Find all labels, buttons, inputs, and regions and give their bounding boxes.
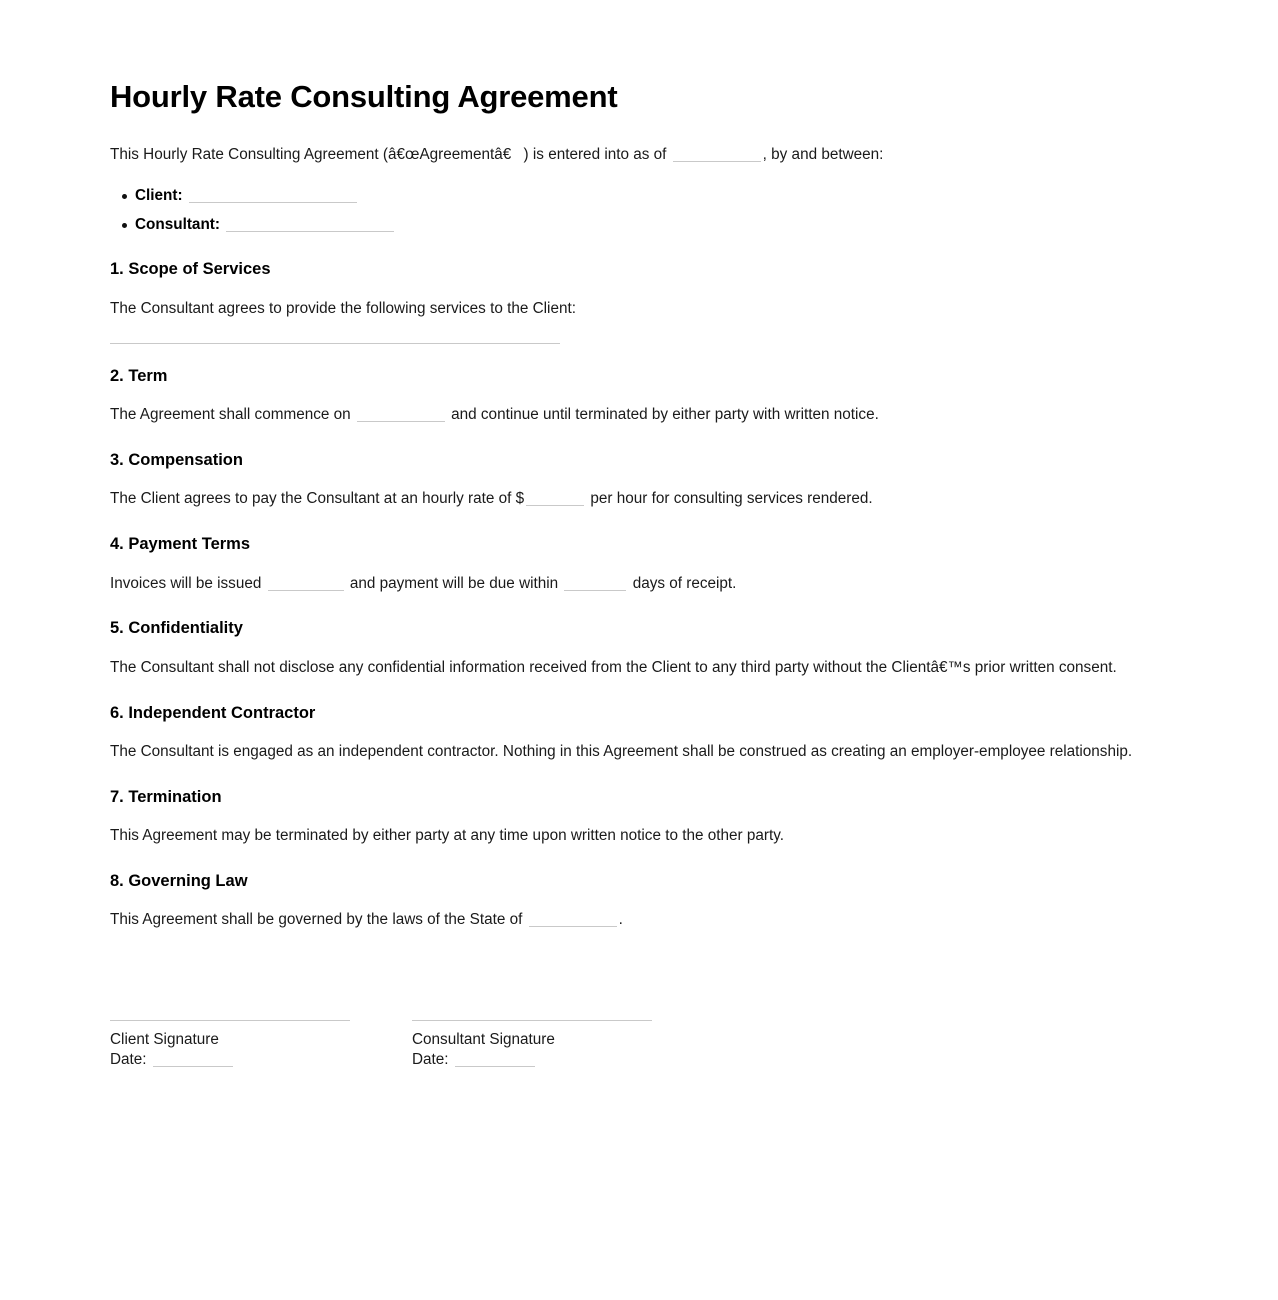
section-body-confidentiality: The Consultant shall not disclose any confidential information received from the Client to any third party without the Clientâ€™s prior written consent. [110, 658, 1117, 676]
section-heading-confidentiality: 5. Confidentiality [110, 619, 243, 638]
client-label: Client: [135, 186, 183, 204]
client-signature-line[interactable] [110, 1019, 350, 1021]
signature-column-client [110, 1019, 350, 1069]
agreement-date-blank[interactable] [673, 147, 761, 162]
compensation-text-after: per hour for consulting services rendered. [590, 490, 873, 508]
payment-days-blank[interactable] [564, 576, 626, 591]
payment-text-before: Invoices will be issued [110, 574, 262, 592]
consultant-signature-label: Consultant Signature [412, 1031, 555, 1049]
consultant-date-row [412, 1050, 652, 1070]
section-heading-governing-law: 8. Governing Law [110, 871, 248, 890]
client-signature-label: Client Signature [110, 1031, 219, 1049]
payment-text-middle: and payment will be due within [349, 574, 559, 592]
hourly-rate-blank[interactable] [526, 491, 584, 506]
list-item-consultant [110, 213, 1168, 238]
section-body-term [110, 403, 1168, 428]
scope-of-services-blank[interactable] [110, 342, 560, 344]
consultant-signature-line[interactable] [412, 1019, 652, 1021]
section-heading-independent-contractor: 6. Independent Contractor [110, 703, 316, 722]
consultant-name-blank[interactable] [226, 217, 394, 232]
client-name-blank[interactable] [189, 188, 357, 203]
payment-text-after: days of receipt. [632, 574, 737, 592]
governing-law-text-after: . [618, 911, 623, 929]
section-body-compensation [110, 487, 1168, 512]
consultant-date-label: Date: [412, 1050, 449, 1068]
section-body-termination: This Agreement may be terminated by either party at any time upon written notice to the other party. [110, 827, 784, 845]
list-item-client [110, 184, 1168, 209]
signature-column-consultant [412, 1019, 652, 1069]
party-list [110, 184, 1168, 238]
section-body-independent-contractor: The Consultant is engaged as an independent contractor. Nothing in this Agreement shall be construed as creating an employer-employee relationship. [110, 742, 1133, 760]
client-date-blank[interactable] [153, 1052, 233, 1067]
section-heading-term: 2. Term [110, 366, 168, 385]
intro-paragraph [110, 143, 1168, 168]
client-date-label: Date: [110, 1050, 147, 1068]
invoice-frequency-blank[interactable] [268, 576, 344, 591]
consultant-label: Consultant: [135, 215, 220, 233]
state-blank[interactable] [529, 912, 617, 927]
section-heading-termination: 7. Termination [110, 787, 222, 806]
governing-law-text-before: This Agreement shall be governed by the laws of the State of [110, 911, 523, 929]
section-heading-compensation: 3. Compensation [110, 450, 243, 469]
intro-text-before: This Hourly Rate Consulting Agreement (â€œAgreementâ€) is entered into as of [110, 146, 667, 164]
client-date-row [110, 1050, 350, 1070]
section-body-payment-terms [110, 572, 1168, 597]
section-heading-payment-terms: 4. Payment Terms [110, 535, 251, 554]
term-text-before: The Agreement shall commence on [110, 406, 351, 424]
intro-text-after: , by and between: [762, 146, 884, 164]
section-heading-scope: 1. Scope of Services [110, 260, 271, 279]
section-body-scope: The Consultant agrees to provide the following services to the Client: [110, 299, 576, 317]
consultant-date-blank[interactable] [455, 1052, 535, 1067]
term-text-after: and continue until terminated by either party with written notice. [451, 406, 879, 424]
page-title: Hourly Rate Consulting Agreement [110, 79, 618, 114]
commencement-date-blank[interactable] [357, 407, 445, 422]
signature-block [110, 1019, 1168, 1069]
compensation-text-before: The Client agrees to pay the Consultant at an hourly rate of $ [110, 490, 525, 508]
section-body-governing-law [110, 908, 1168, 933]
